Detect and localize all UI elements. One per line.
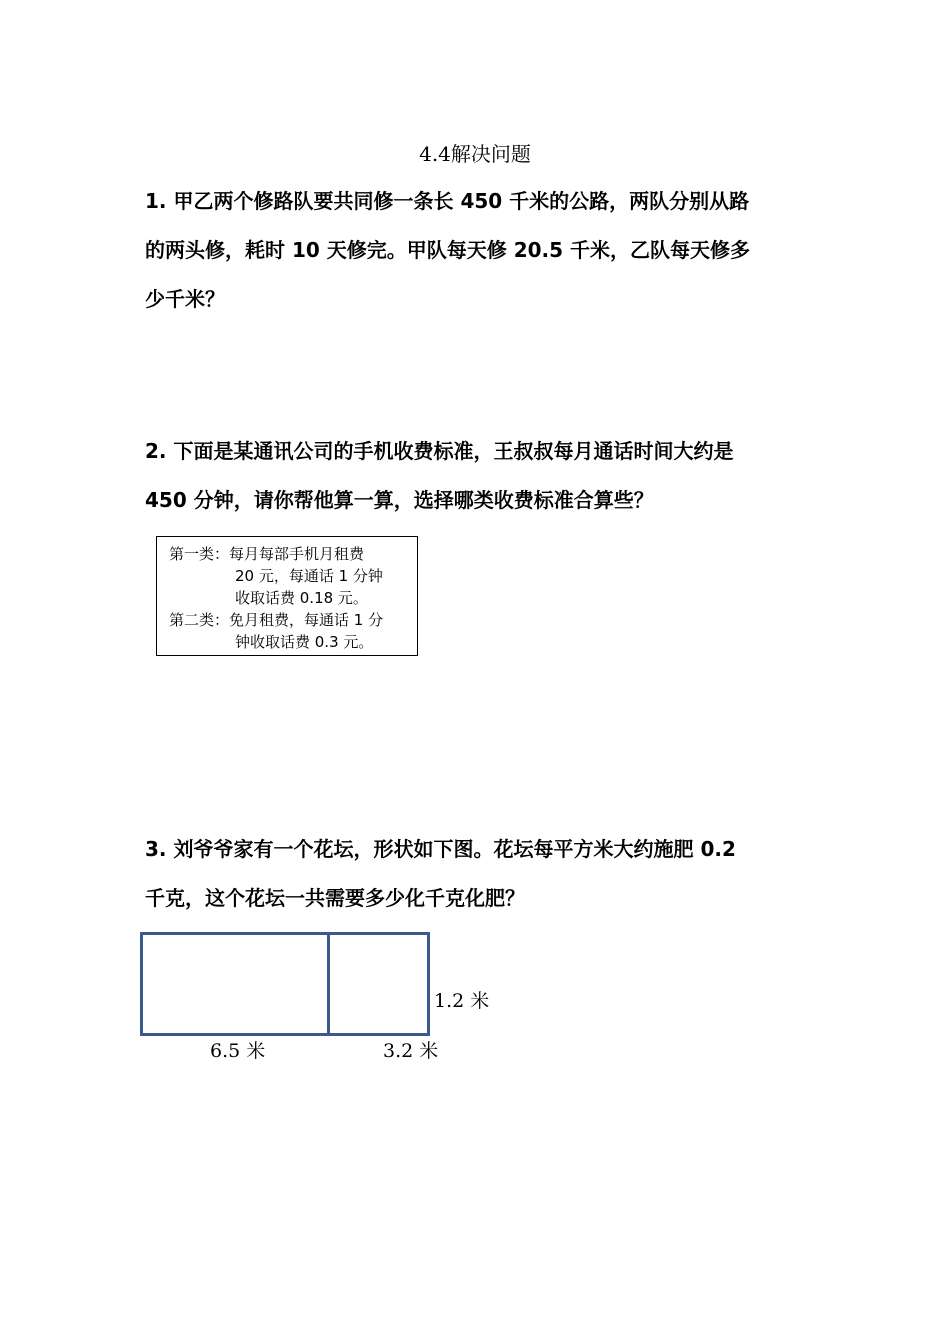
- fee-row-3: 收取话费 0.18 元。: [235, 589, 368, 607]
- question-1-line-2: 的两头修，耗时 10 天修完。甲队每天修 20.5 千米，乙队每天修多: [145, 238, 751, 262]
- flowerbed-left-rect: [142, 934, 329, 1035]
- page-title: 4.4解决问题: [419, 142, 531, 166]
- height-label: 1.2 米: [434, 990, 490, 1012]
- question-1-line-1: 1. 甲乙两个修路队要共同修一条长 450 千米的公路，两队分别从路: [145, 189, 750, 213]
- fee-row-2: 20 元，每通话 1 分钟: [235, 567, 383, 585]
- fee-row-1: 第一类：每月每部手机月租费: [169, 545, 365, 563]
- flowerbed-right-rect: [329, 934, 429, 1035]
- question-2-line-2: 450 分钟，请你帮他算一算，选择哪类收费标准合算些？: [145, 488, 654, 512]
- question-1-line-3: 少千米？: [145, 287, 225, 311]
- question-3-line-2: 千克，这个花坛一共需要多少化千克化肥？: [145, 886, 525, 910]
- fee-row-4: 第二类：免月租费，每通话 1 分: [169, 611, 384, 629]
- question-3-line-1: 3. 刘爷爷家有一个花坛，形状如下图。花坛每平方米大约施肥 0.2: [145, 837, 736, 861]
- width-2-label: 3.2 米: [383, 1040, 439, 1062]
- question-2-line-1: 2. 下面是某通讯公司的手机收费标准，王叔叔每月通话时间大约是: [145, 439, 734, 463]
- width-1-label: 6.5 米: [210, 1040, 266, 1062]
- fee-row-5: 钟收取话费 0.3 元。: [235, 633, 374, 651]
